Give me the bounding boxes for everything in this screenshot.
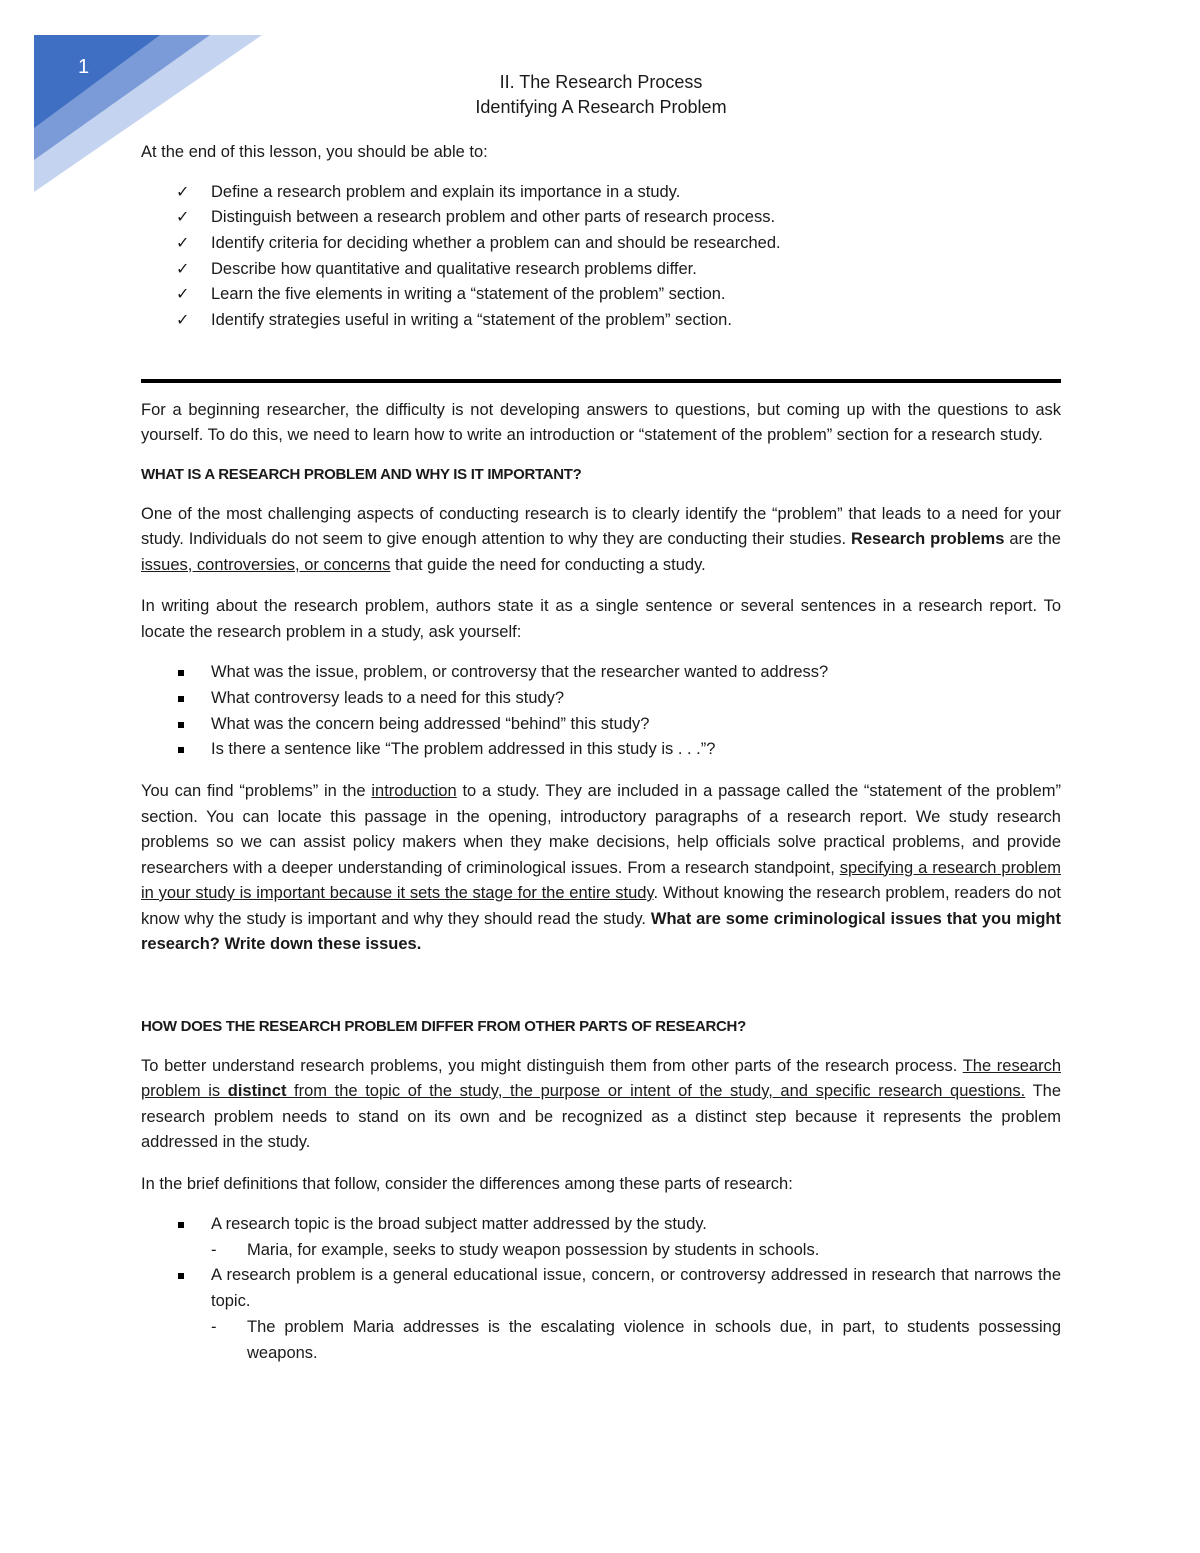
checkmark-icon: ✓ — [176, 209, 190, 227]
checkmark-icon: ✓ — [176, 286, 190, 304]
page-number: 1 — [78, 56, 90, 78]
objectives-intro: At the end of this lesson, you should be able to: — [141, 143, 488, 161]
objective-item: ✓ Learn the five elements in writing a “statement of the problem” section. — [141, 282, 1061, 308]
document-title — [141, 70, 1061, 120]
question-item: What was the concern being addressed “behind” this study? — [141, 712, 1061, 738]
definitions-list — [141, 1212, 1061, 1366]
paragraph-research-problem-definition: One of the most challenging aspects of conducting research is to clearly identify the “problem” that leads to a need for your study. Individuals do not seem to give enough attention to why they are conducting their studies. Research problems are the issues, controversies, or concerns that guide the need for conducting a study. — [141, 504, 1061, 574]
checkmark-icon: ✓ — [176, 312, 190, 330]
section-divider — [141, 379, 1061, 383]
question-item: What was the issue, problem, or controversy that the researcher wanted to address? — [141, 660, 1061, 686]
checkmark-icon: ✓ — [176, 183, 190, 201]
checkmark-icon: ✓ — [176, 260, 190, 278]
paragraph-finding-problems: You can find “problems” in the introduction to a study. They are included in a passage called the “statement of the problem” section. You can locate this passage in the opening, introductory paragraphs of a research report. We study research problems so we can assist policy makers when they make decisions, help officials solve practical problems, and provide researchers with a deeper understanding of criminological issues. From a research standpoint, specifying a research problem in your study is important because it sets the stage for the entire study. Without knowing the research problem, readers do not know why the study is important and why they should read the study. What are some criminological issues that you might research? Write down these issues. — [141, 782, 1062, 954]
paragraph-definitions-intro: In the brief definitions that follow, consider the differences among these parts of research: — [141, 1174, 793, 1193]
objective-item: ✓ Define a research problem and explain its importance in a study. — [141, 180, 1061, 206]
definition-item: A research problem is a general educational issue, concern, or controversy addressed in research that narrows the topic. - The problem Maria addresses is the escalating violence in schools due, in part, to students possessing weapons. — [141, 1263, 1061, 1366]
section-heading-1: WHAT IS A RESEARCH PROBLEM AND WHY IS IT IMPORTANT? — [141, 465, 582, 483]
objectives-list — [141, 180, 1061, 334]
section-heading-2: HOW DOES THE RESEARCH PROBLEM DIFFER FROM OTHER PARTS OF RESEARCH? — [141, 1017, 746, 1035]
objective-item: ✓ Identify criteria for deciding whether a problem can and should be researched. — [141, 231, 1061, 257]
dash-bullet-icon: - — [211, 1317, 217, 1336]
square-bullet-icon — [178, 670, 184, 676]
objective-item: ✓ Identify strategies useful in writing a “statement of the problem” section. — [141, 308, 1061, 334]
square-bullet-icon — [178, 1273, 184, 1279]
paragraph-distinguish-parts: To better understand research problems, you might distinguish them from other parts of the research process. The research problem is distinct from the topic of the study, the purpose or intent of the study, and specific research questions. The research problem needs to stand on its own and be recognized as a distinct step because it represents the problem addressed in the study. — [141, 1056, 1062, 1152]
definition-example: - Maria, for example, seeks to study weapon possession by students in schools. — [211, 1238, 1061, 1264]
square-bullet-icon — [178, 747, 184, 753]
objective-item: ✓ Describe how quantitative and qualitative research problems differ. — [141, 257, 1061, 283]
square-bullet-icon — [178, 696, 184, 702]
definition-item: A research topic is the broad subject matter addressed by the study. - Maria, for example, seeks to study weapon possession by students in schools. — [141, 1212, 1061, 1263]
title-line-2: Identifying A Research Problem — [475, 97, 727, 117]
questions-list — [141, 660, 1061, 763]
document-body — [141, 70, 1061, 1366]
checkmark-icon: ✓ — [176, 234, 190, 252]
dash-bullet-icon: - — [211, 1240, 217, 1259]
question-item: Is there a sentence like “The problem addressed in this study is . . .”? — [141, 737, 1061, 763]
paragraph-locating-problem: In writing about the research problem, authors state it as a single sentence or several sentences in a research report. To locate the research problem in a study, ask yourself: — [141, 597, 1061, 641]
square-bullet-icon — [178, 1222, 184, 1228]
question-item: What controversy leads to a need for this study? — [141, 686, 1061, 712]
square-bullet-icon — [178, 722, 184, 728]
paragraph-beginning-researcher: For a beginning researcher, the difficulty is not developing answers to questions, but coming up with the questions to ask yourself. To do this, we need to learn how to write an introduction or “statement of the problem” section for a research study. — [141, 400, 1061, 445]
title-line-1: II. The Research Process — [499, 72, 703, 92]
definition-example: - The problem Maria addresses is the escalating violence in schools due, in part, to students possessing weapons. — [211, 1315, 1061, 1366]
objective-item: ✓ Distinguish between a research problem and other parts of research process. — [141, 205, 1061, 231]
